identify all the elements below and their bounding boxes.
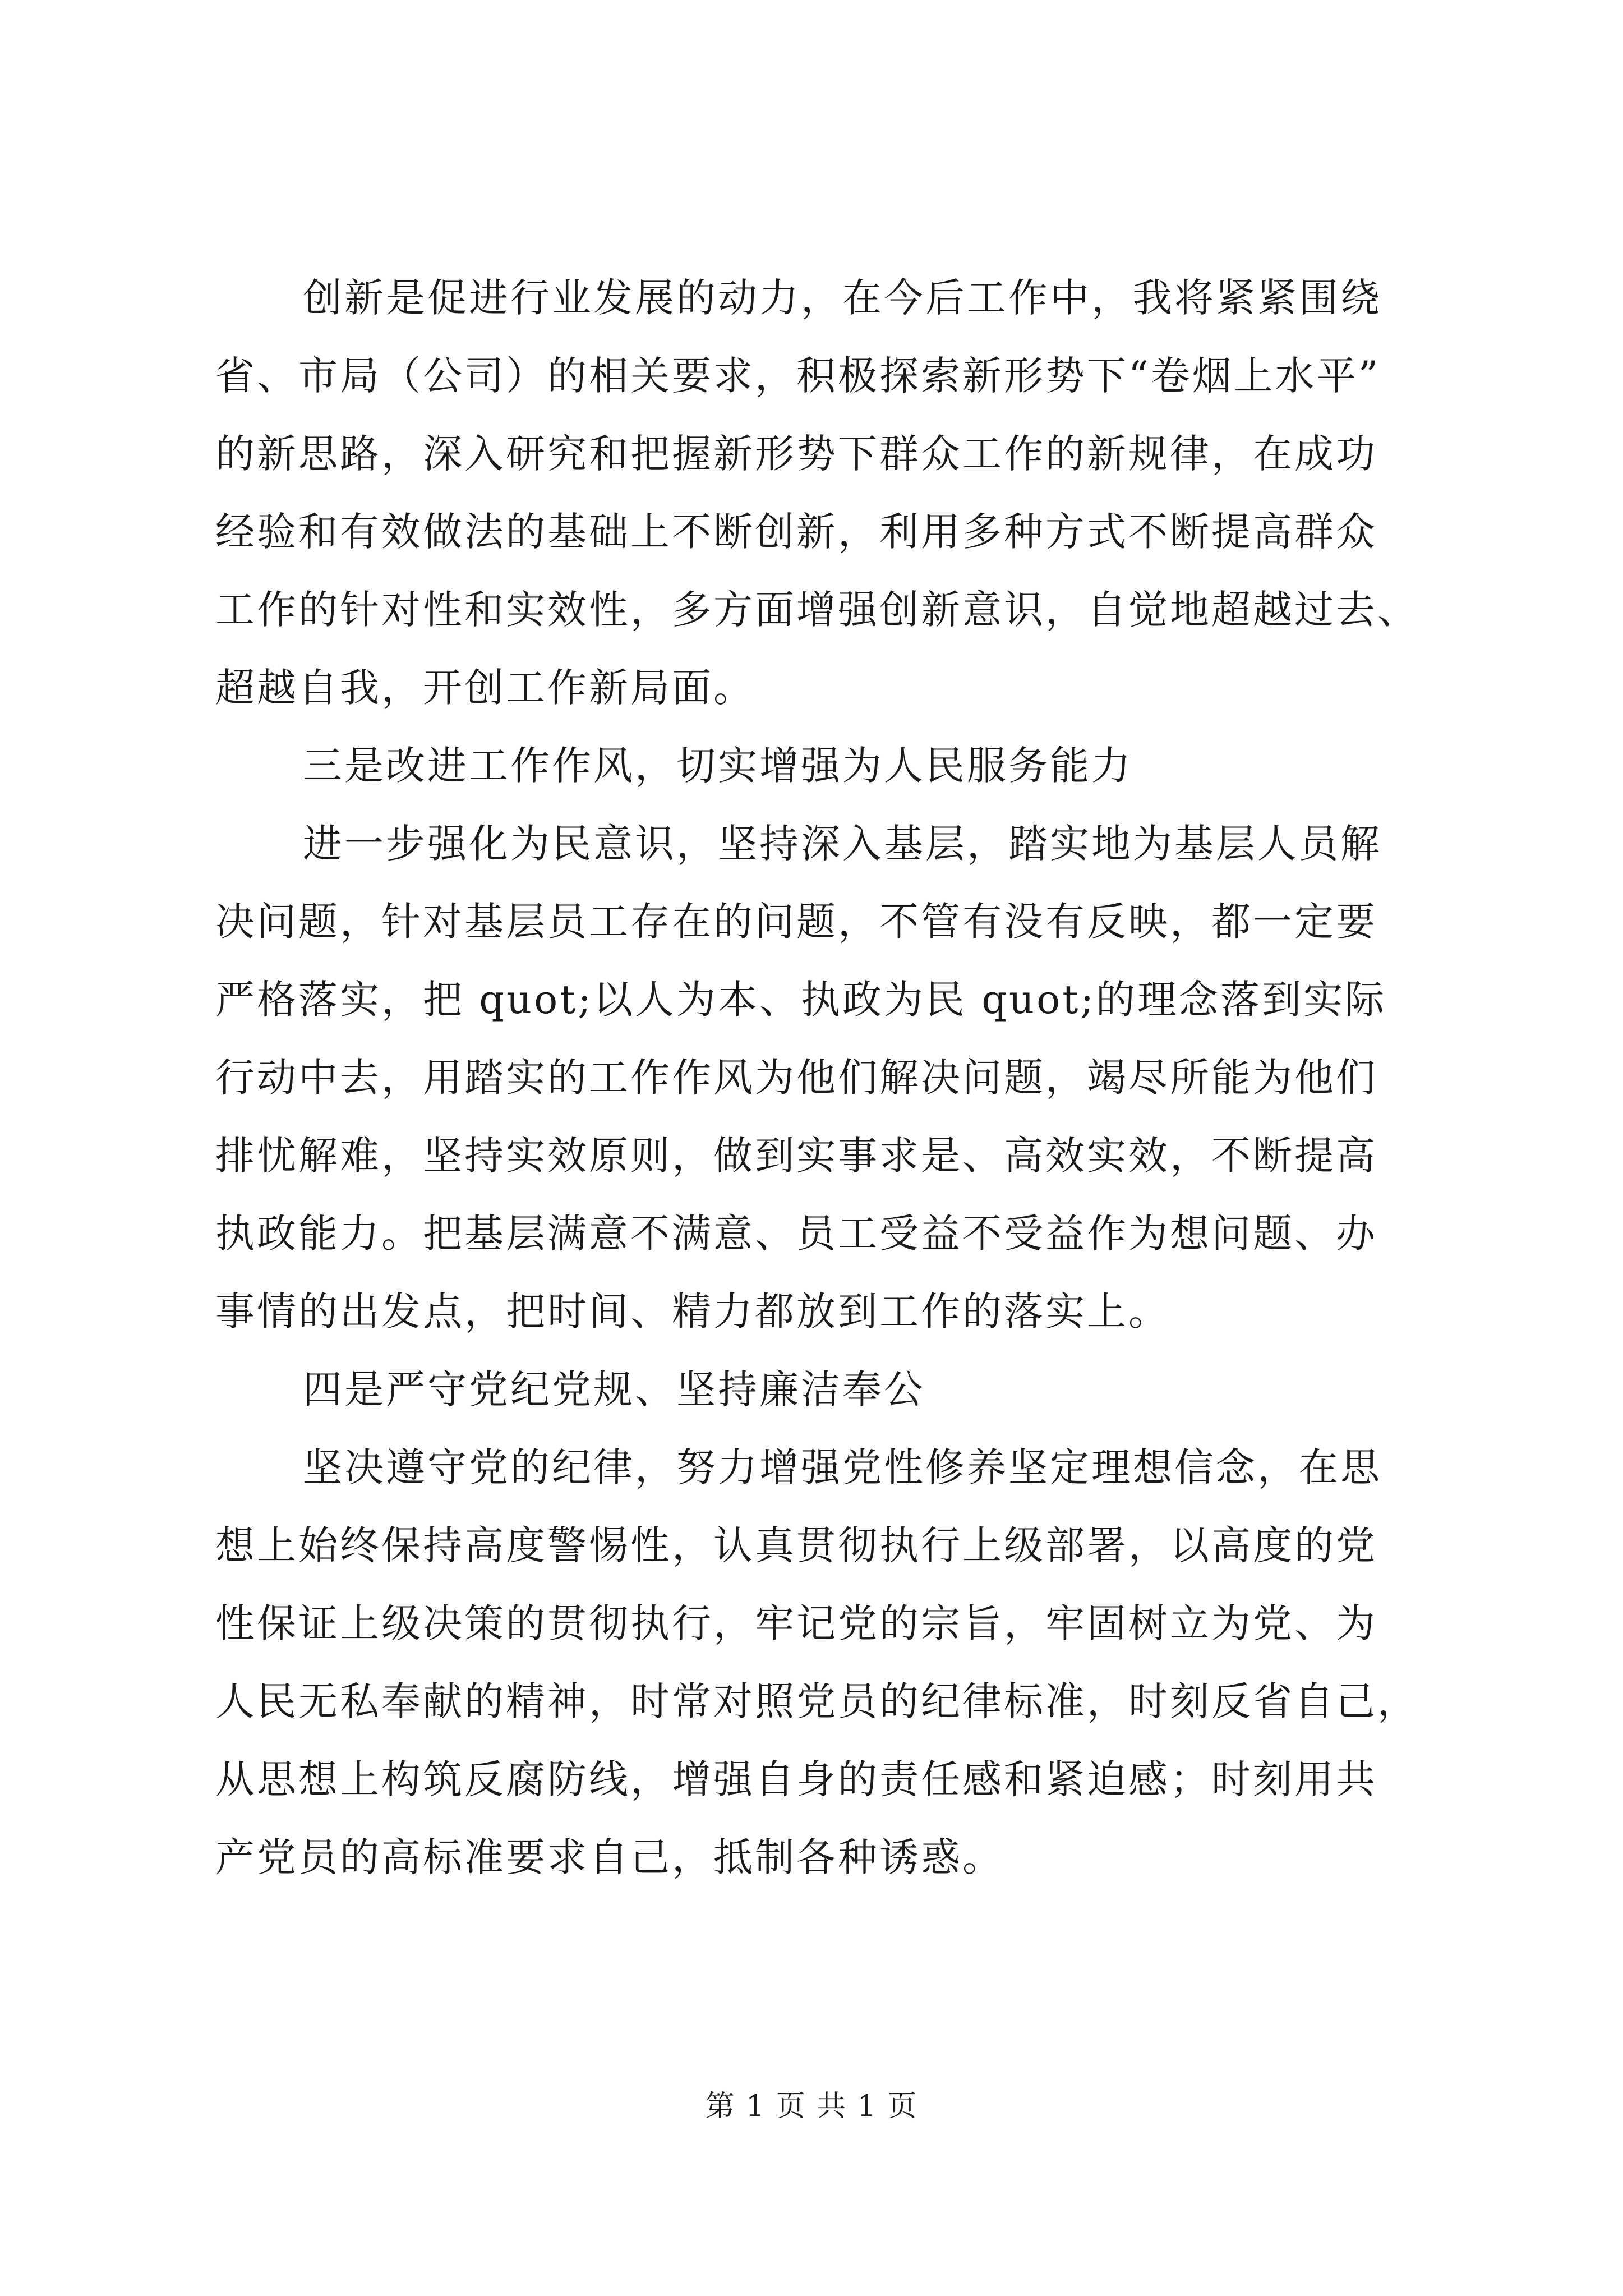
- section-heading: 四是严守党纪党规、坚持廉洁奉公: [303, 1366, 925, 1412]
- paragraph-line: 产党员的高标准要求自己，抵制各种诱惑。: [215, 1834, 1004, 1880]
- paragraph-line: 人民无私奉献的精神，时常对照党员的纪律标准，时刻反省自己，: [215, 1678, 1419, 1724]
- paragraph-line: 执政能力。把基层满意不满意、员工受益不受益作为想问题、办: [215, 1211, 1377, 1257]
- paragraph-line: 性保证上级决策的贯彻执行，牢记党的宗旨，牢固树立为党、为: [215, 1600, 1377, 1646]
- section-heading: 三是改进工作作风，切实增强为人民服务能力: [303, 743, 1133, 789]
- paragraph-line: 省、市局（公司）的相关要求，积极探索新形势下“卷烟上水平”: [215, 353, 1381, 399]
- paragraph-line: 严格落实，把 quot;以人为本、执政为民 quot;的理念落到实际: [215, 977, 1387, 1023]
- paragraph-line: 超越自我，开创工作新局面。: [215, 665, 755, 711]
- paragraph-line: 工作的针对性和实效性，多方面增强创新意识，自觉地超越过去、: [215, 587, 1419, 633]
- paragraph-line: 想上始终保持高度警惕性，认真贯彻执行上级部署，以高度的党: [215, 1522, 1377, 1568]
- paragraph-line: 事情的出发点，把时间、精力都放到工作的落实上。: [215, 1289, 1170, 1335]
- paragraph-line: 的新思路，深入研究和把握新形势下群众工作的新规律，在成功: [215, 431, 1377, 477]
- paragraph-line: 行动中去，用踏实的工作作风为他们解决问题，竭尽所能为他们: [215, 1055, 1377, 1101]
- paragraph-line: 进一步强化为民意识，坚持深入基层，踏实地为基层人员解: [303, 821, 1382, 867]
- paragraph-line: 从思想上构筑反腐防线，增强自身的责任感和紧迫感；时刻用共: [215, 1756, 1377, 1802]
- paragraph-line: 经验和有效做法的基础上不断创新，利用多种方式不断提高群众: [215, 509, 1377, 555]
- page-number-footer: 第 1 页 共 1 页: [705, 2090, 918, 2123]
- document-body: [215, 259, 1421, 1897]
- paragraph-line: 决问题，针对基层员工存在的问题，不管有没有反映，都一定要: [215, 899, 1377, 945]
- paragraph-line: 创新是促进行业发展的动力，在今后工作中，我将紧紧围绕: [303, 275, 1382, 321]
- paragraph-line: 坚决遵守党的纪律，努力增强党性修养坚定理想信念，在思: [303, 1444, 1382, 1490]
- paragraph-line: 排忧解难，坚持实效原则，做到实事求是、高效实效，不断提高: [215, 1133, 1377, 1179]
